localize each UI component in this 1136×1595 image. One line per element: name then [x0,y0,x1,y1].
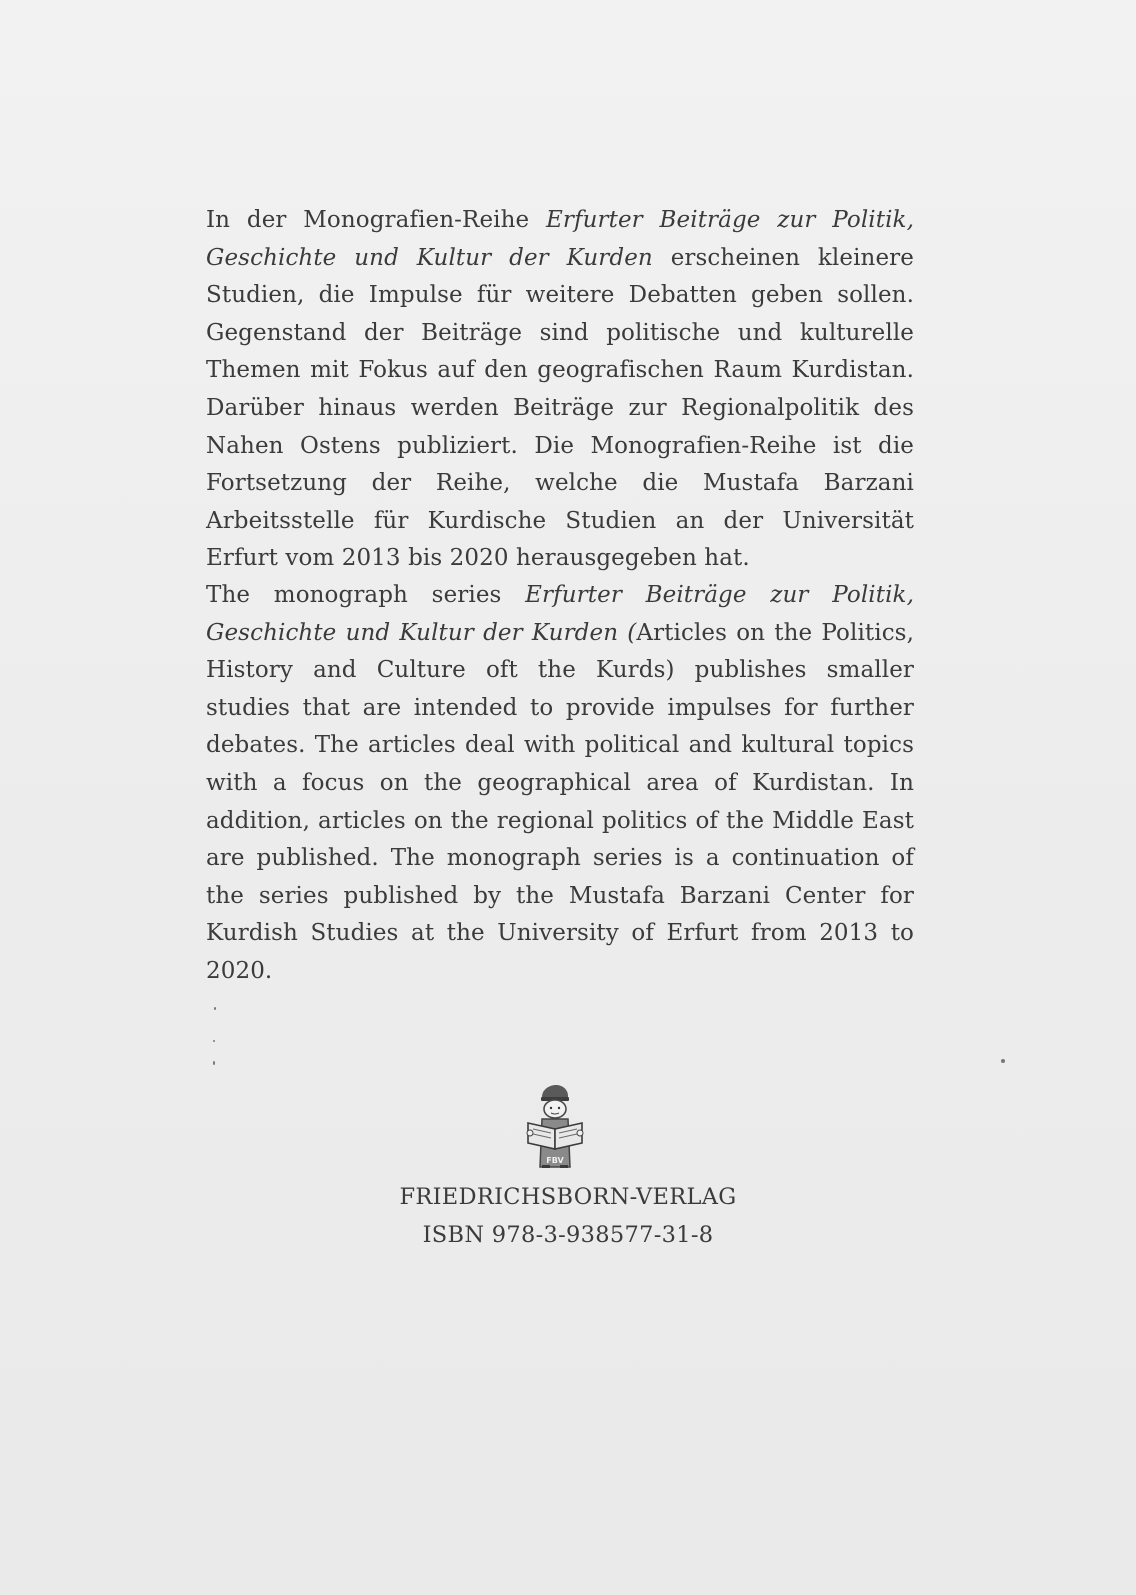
english-description-paragraph [206,577,914,991]
english-body-text: Articles on the Politics, History and Culture oft the Kurds) publishes smaller studies that are intended to provide impulses for further debates. The articles deal with political and kultural topics with a focus on the geographical area of Kurdistan. In addition, articles on the regional politics of the Middle East are published. The monograph series is a continuation of the series published by the Mustafa Barzani Center for Kurdish Studies at the University of Erfurt from 2013 to 2020. [206,619,914,984]
german-intro-text: In der Monografien-Reihe [206,207,546,233]
isbn-number: ISBN 978-3-938577-31-8 [422,1222,714,1248]
scan-speck [1001,1059,1005,1063]
scan-speck [213,1061,215,1065]
german-description-paragraph [206,202,914,578]
scan-speck [213,1040,215,1042]
reading-figure-logo-icon [524,1083,586,1169]
logo-letters: FBV [546,1156,564,1165]
publisher-name: FRIEDRICHSBORN-VERLAG [399,1184,737,1210]
english-series-title: Erfurter Beiträge zur Politik, Geschichte und Kultur der Kurden ( [206,582,914,646]
german-body-text: erscheinen kleinere Studien, die Impulse für weitere Debatten geben sollen. Gegenstand der Beiträge sind politische und kulturelle Themen mit Fokus auf den geografischen Raum Kurdistan. Darüber hinaus werden Beiträge zur Regionalpolitik des Nahen Ostens publiziert. Die Monografien-Reihe ist die Fortsetzung der Reihe, welche die Mustafa Barzani Arbeitsstelle für Kurdische Studien an der Universität Erfurt vom 2013 bis 2020 herausgegeben hat. [206,244,914,572]
english-intro-text: The monograph series [206,582,526,608]
german-series-title: Erfurter Beiträge zur Politik, Geschichte und Kultur der Kurden [206,207,914,271]
scan-speck [214,1007,216,1010]
